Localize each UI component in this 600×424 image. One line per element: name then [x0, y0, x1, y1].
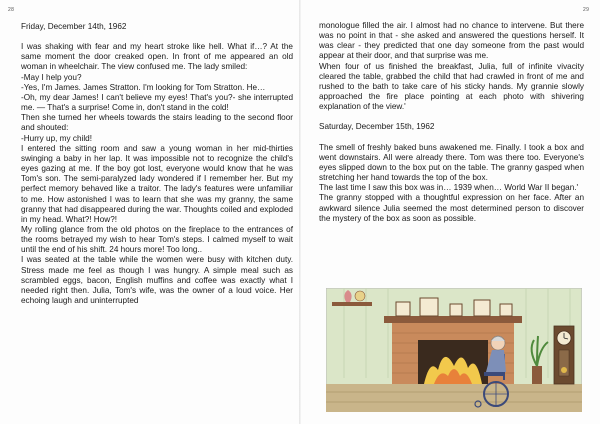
paragraph: I entered the sitting room and saw a young woman in her mid-thirties swinging a baby in her lap. It was impossible not to recognize the child's eyes gazing at me. If the boy got lost, everyone would know that he was Tom's son. The semi-paralyzed lady wondered if I remember her. But my perfect memory behaved like a traitor. The lady's features were unfamiliar to me. How astonished I was to learn that she was my granny, the same granny that had disappeared during the war. Thoughts coiled and exploded in my head. What?! How?! — [21, 143, 293, 224]
paragraph: My rolling glance from the old photos on the fireplace to the entrances of the rooms betrayed my wish to hear Tom's steps. I calmed myself to wait until the end of his shift. 24 hours more! Too long.. — [21, 224, 293, 255]
left-page-text — [21, 22, 293, 306]
photo-frame-icon — [396, 302, 410, 316]
plant-pot-icon — [532, 366, 542, 384]
paragraph: The granny stopped with a thoughtful expression on her face. After an awkward silence Julia seemed the most determined person to discover the mystery of the box as soon as possible. — [319, 193, 584, 223]
mantelpiece — [384, 316, 522, 323]
photo-frame-icon — [420, 298, 438, 316]
photo-frame-icon — [474, 300, 490, 316]
paragraph: -Oh, my dear James! I can't believe my eyes! That's you?- she interrupted me. — That's a surprise! Come in, don't stand in the cold! — [21, 92, 293, 113]
paragraph: The last time I saw this box was in… 1939 when… World War II began.' — [319, 183, 579, 193]
floor — [326, 384, 582, 412]
paragraph: monologue filled the air. I almost had no chance to intervene. But there was no point in that - she asked and answered the questions herself. It was clear - they predicted that one day someone from the past would appear at their door, and that surprise was me. — [319, 21, 584, 61]
paragraph: I was shaking with fear and my heart stroke like hell. What if…? At the same moment the door creaked open. In front of me appeared an old woman in wheelchair. The view confused me. The lady smiled: — [21, 42, 293, 72]
paragraph: -Yes, I'm James. James Stratton. I'm looking for Tom Stratton. He… — [21, 82, 266, 92]
wall-shelf — [332, 302, 372, 306]
book-gutter — [299, 0, 301, 424]
right-page-heading: Saturday, December 15th, 1962 — [319, 122, 435, 132]
paragraph: When four of us finished the breakfast, Julia, full of infinite vivacity cleared the table, grabbed the child that had crawled in front of me and rushed to the bath to take care of his sticky hands. My grannie slowly approached the fire place pointing at each photo with shivering explanation of the view.' — [319, 61, 584, 112]
paragraph: -Hurry up, my child! — [21, 133, 92, 143]
paragraph: Then she turned her wheels towards the stairs leading to the second floor and shouted: — [21, 113, 293, 133]
photo-frame-icon — [450, 304, 462, 316]
page-number-left: 28 — [8, 7, 15, 13]
paragraph: I was seated at the table while the women were busy with kitchen duty. Stress made me feel as though I was hungry. A simple meal such as scrambled eggs, bacon, English muffins and coffee was exactly what I needed right then. Julia, Tom's wife, was the owner of a loud voice. Her echoing laugh and uninterrupted — [21, 255, 293, 306]
paragraph: -May I help you? — [21, 72, 82, 82]
photo-frame-icon — [500, 304, 512, 316]
left-page-heading: Friday, December 14th, 1962 — [21, 22, 127, 31]
plate-icon — [355, 291, 365, 301]
paragraph: The smell of freshly baked buns awakened me. Finally. I took a box and went downstairs. All were already there. Tom was there too. Everyone's eyes slipped down to the box put on the table. The granny gasped when stretching her hand towards the top of the box. — [319, 142, 584, 183]
right-page-text — [319, 21, 584, 224]
page-number-right: 29 — [583, 7, 590, 13]
fireplace-illustration — [326, 288, 582, 412]
